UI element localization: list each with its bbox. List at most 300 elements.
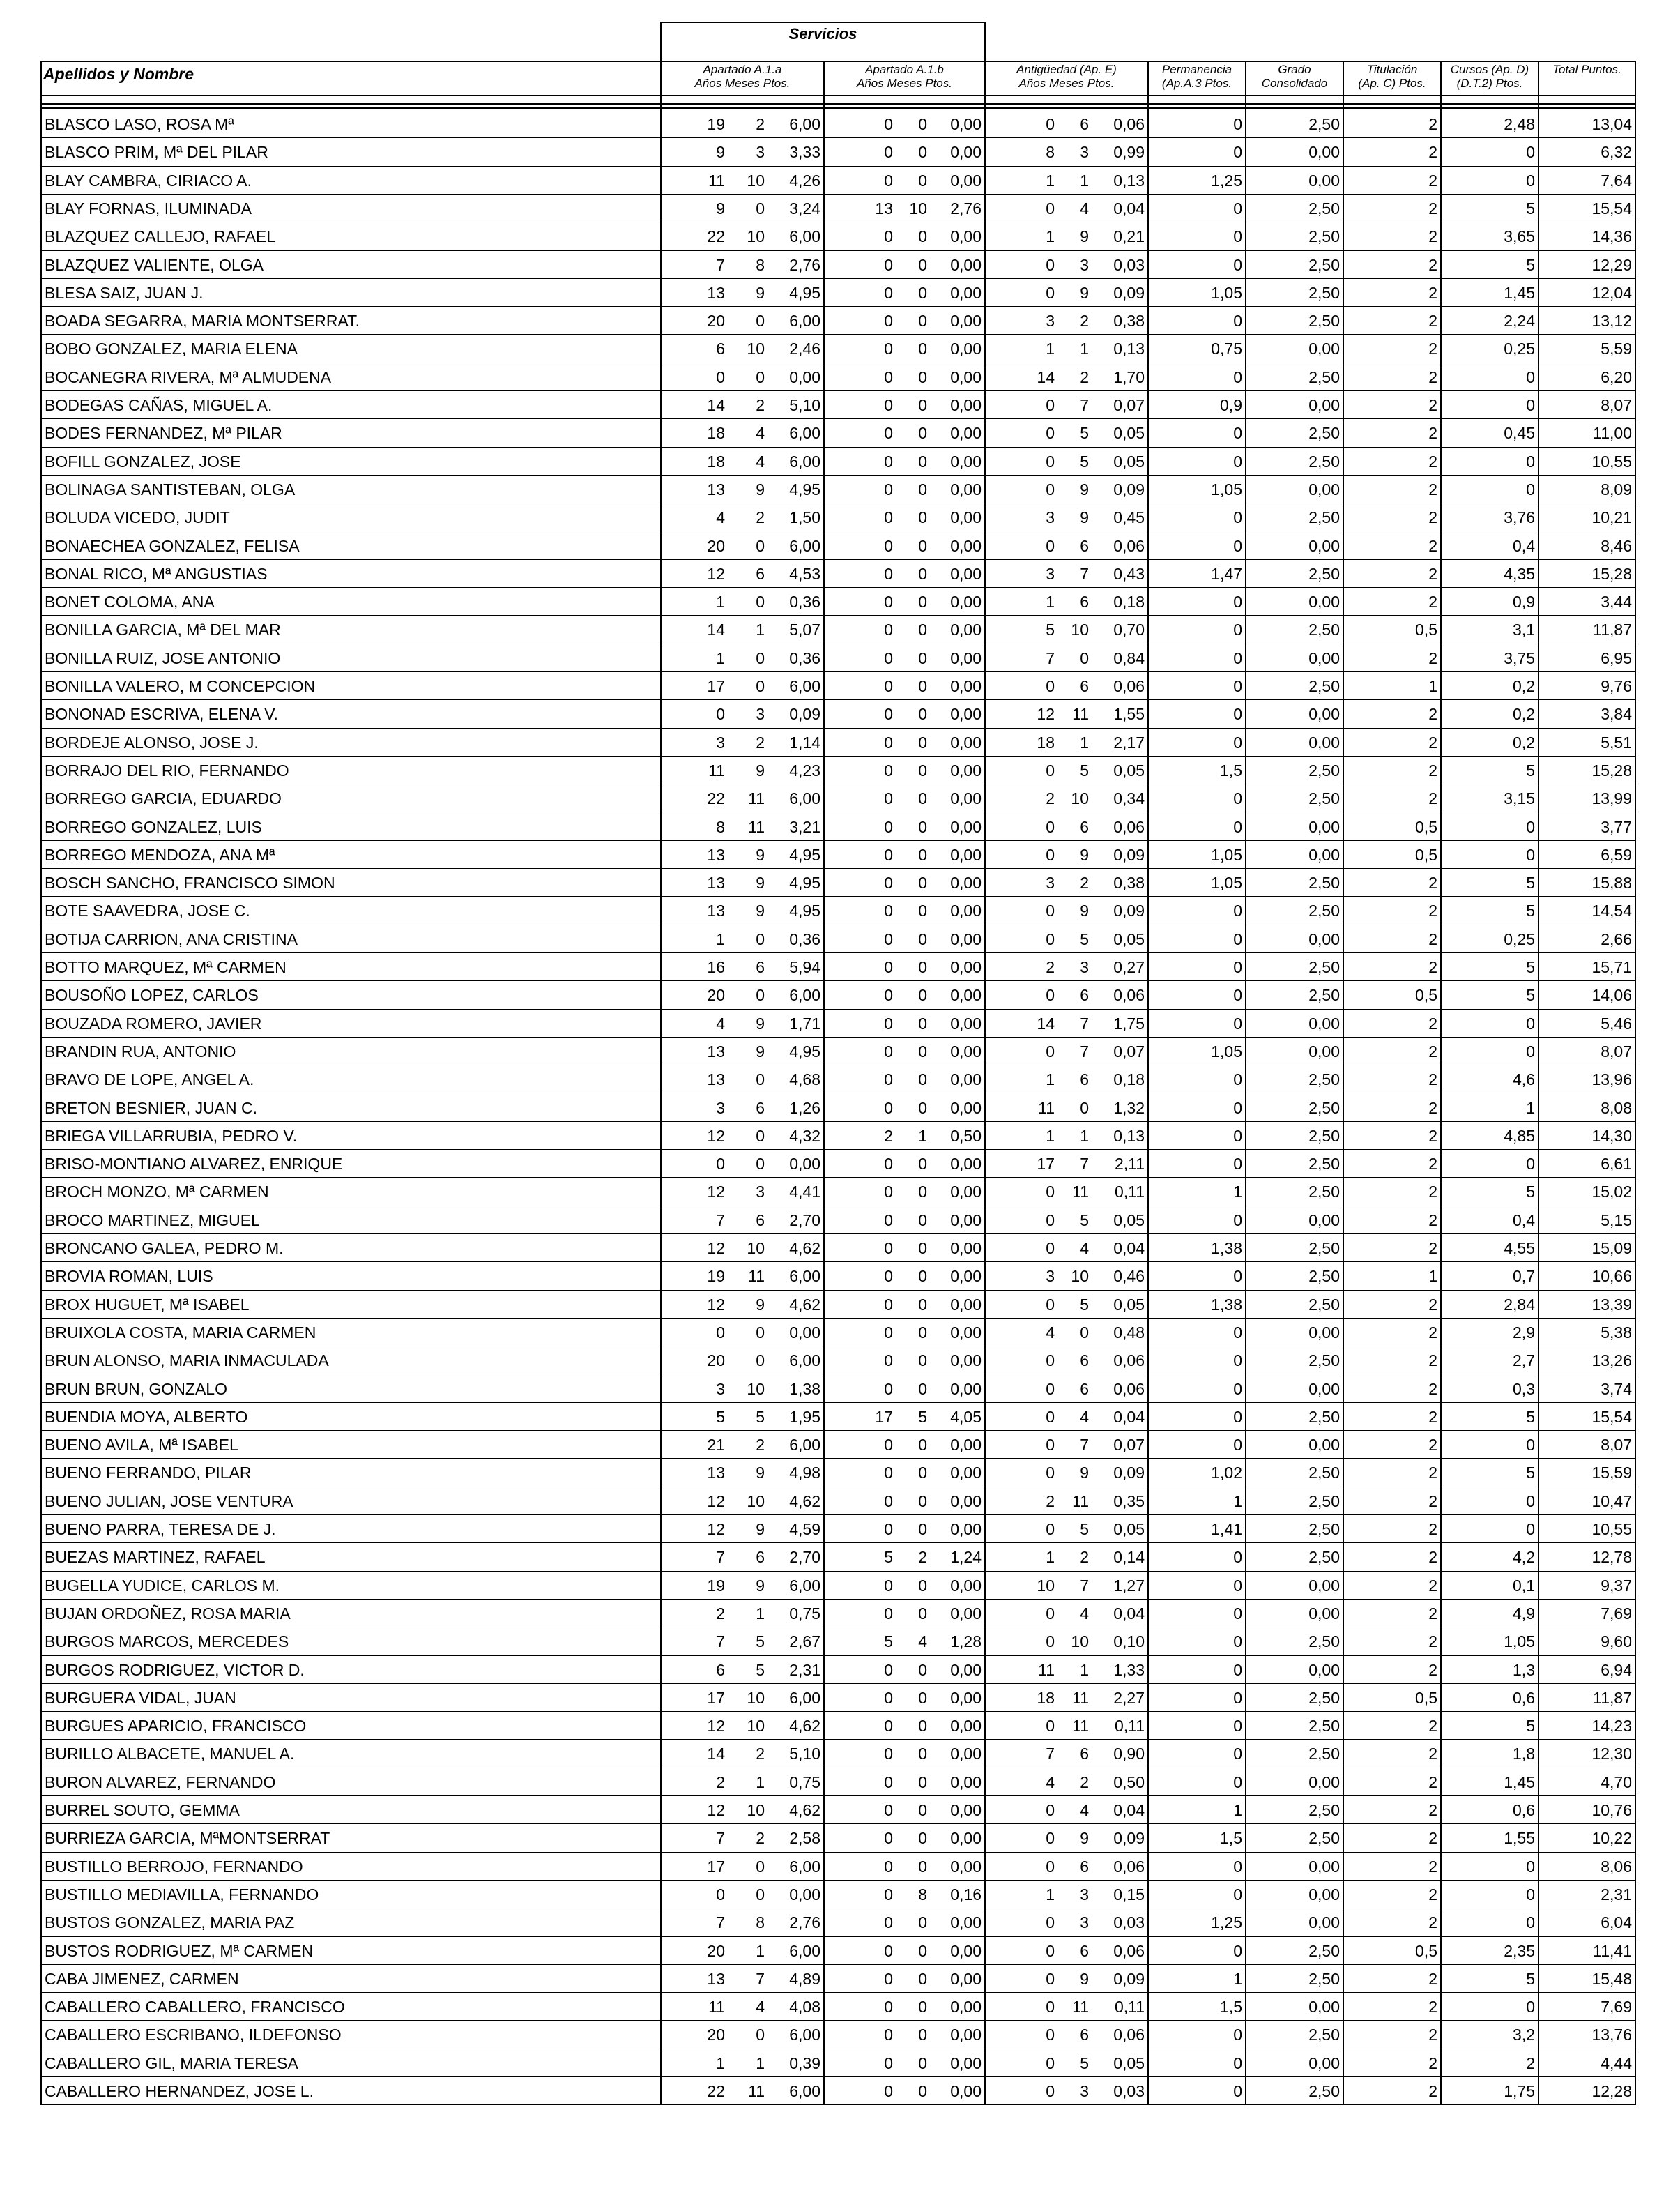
antiguedad-anos-cell: 0: [1046, 1407, 1055, 1426]
employee-name: BLAZQUEZ CALLEJO, RAFAEL: [45, 227, 276, 246]
a1a-meses-cell: 1: [756, 2053, 765, 2072]
a1a-ptos-cell: 6,00: [789, 115, 820, 133]
employee-name: BUSTILLO BERROJO, FERNANDO: [45, 1857, 303, 1876]
a1b-ptos-cell: 0,00: [950, 958, 982, 976]
servicios-box-top: [660, 22, 986, 23]
a1b-anos-cell: 0: [884, 1688, 893, 1707]
grado-consolidado-cell: 2,50: [1308, 621, 1340, 639]
a1b-anos-cell: 0: [884, 2053, 893, 2072]
permanencia-ptos-cell: 0: [1233, 986, 1242, 1005]
employee-name: BORREGO GONZALEZ, LUIS: [45, 817, 262, 836]
titulacion-ptos-cell: 1: [1428, 1267, 1437, 1286]
antiguedad-anos-cell: 0: [1046, 283, 1055, 302]
grado-consolidado-cell: 0,00: [1308, 1885, 1340, 1904]
a1b-meses-cell: 0: [918, 255, 927, 274]
permanencia-ptos-cell: 1,05: [1211, 480, 1242, 499]
a1a-anos-cell: 7: [716, 1632, 725, 1651]
cursos-ptos-cell: 0: [1526, 845, 1535, 864]
titulacion-ptos-cell: 2: [1428, 1210, 1437, 1229]
a1a-anos-cell: 22: [707, 227, 725, 246]
cursos-ptos-cell: 0: [1526, 171, 1535, 190]
cursos-ptos-cell: 0: [1526, 143, 1535, 162]
a1b-meses-cell: 0: [918, 929, 927, 948]
a1b-meses-cell: 0: [918, 2026, 927, 2044]
permanencia-ptos-cell: 1,05: [1211, 283, 1242, 302]
permanencia-ptos-cell: 0: [1233, 1155, 1242, 1174]
total-puntos-cell: 2,31: [1601, 1885, 1632, 1904]
a1a-meses-cell: 0: [756, 312, 765, 331]
total-puntos-cell: 13,26: [1591, 1351, 1632, 1370]
permanencia-ptos-cell: 0: [1233, 255, 1242, 274]
antiguedad-meses-cell: 7: [1080, 1014, 1089, 1033]
antiguedad-anos-cell: 1: [1046, 171, 1055, 190]
a1b-ptos-cell: 0,00: [950, 1183, 982, 1201]
employee-name: BUENO AVILA, Mª ISABEL: [45, 1436, 238, 1455]
grado-consolidado-cell: 0,00: [1308, 2053, 1340, 2072]
grado-consolidado-cell: 2,50: [1308, 1267, 1340, 1286]
grado-consolidado-cell: 2,50: [1308, 1239, 1340, 1257]
a1b-meses-cell: 0: [918, 648, 927, 667]
antiguedad-meses-cell: 9: [1080, 1464, 1089, 1482]
a1b-meses-cell: 0: [918, 1576, 927, 1595]
a1a-anos-cell: 7: [716, 1548, 725, 1567]
antiguedad-meses-cell: 1: [1080, 733, 1089, 752]
titulacion-ptos-cell: 2: [1428, 1098, 1437, 1117]
a1a-meses-cell: 10: [747, 1491, 765, 1510]
a1a-anos-cell: 18: [707, 452, 725, 471]
a1b-meses-cell: 0: [918, 1436, 927, 1455]
grado-consolidado-cell: 2,50: [1308, 874, 1340, 893]
antiguedad-ptos-cell: 2,27: [1113, 1688, 1145, 1707]
total-puntos-cell: 3,74: [1601, 1379, 1632, 1398]
servicios-header: Servicios: [788, 25, 857, 43]
a1b-anos-cell: 17: [875, 1407, 893, 1426]
antiguedad-meses-cell: 5: [1080, 1295, 1089, 1314]
row-rule: [40, 1936, 1636, 1937]
permanencia-ptos-cell: 1,38: [1211, 1295, 1242, 1314]
permanencia-ptos-cell: 0,75: [1211, 340, 1242, 358]
grado-consolidado-cell: 2,50: [1308, 199, 1340, 218]
permanencia-ptos-cell: 0: [1233, 705, 1242, 724]
antiguedad-anos-cell: 17: [1037, 1155, 1055, 1174]
employee-name: BRONCANO GALEA, PEDRO M.: [45, 1239, 284, 1257]
a1b-anos-cell: 0: [884, 1717, 893, 1736]
permanencia-ptos-cell: 0: [1233, 1323, 1242, 1342]
employee-name: BRUN ALONSO, MARIA INMACULADA: [45, 1351, 329, 1370]
antiguedad-ptos-cell: 0,04: [1113, 1604, 1145, 1623]
grado-consolidado-cell: 0,00: [1308, 929, 1340, 948]
a1a-meses-cell: 11: [748, 789, 765, 808]
antiguedad-anos-cell: 3: [1046, 1267, 1055, 1286]
antiguedad-meses-cell: 6: [1080, 1857, 1089, 1876]
antiguedad-anos-cell: 2: [1046, 958, 1055, 976]
row-rule: [40, 390, 1636, 391]
permanencia-ptos-cell: 1,25: [1211, 1913, 1242, 1932]
cursos-ptos-cell: 3,15: [1504, 789, 1535, 808]
a1b-ptos-cell: 0,00: [950, 1295, 982, 1314]
titulacion-ptos-cell: 2: [1428, 2053, 1437, 2072]
titulacion-ptos-cell: 2: [1428, 1407, 1437, 1426]
grado-consolidado-cell: 2,50: [1308, 1098, 1340, 1117]
total-puntos-cell: 15,88: [1591, 874, 1632, 893]
antiguedad-meses-cell: 6: [1080, 1379, 1089, 1398]
a1b-ptos-cell: 0,00: [950, 1998, 982, 2017]
titulacion-ptos-cell: 2: [1428, 1745, 1437, 1763]
permanencia-ptos-cell: 0: [1233, 1014, 1242, 1033]
antiguedad-anos-cell: 0: [1046, 845, 1055, 864]
a1b-meses-cell: 0: [918, 1464, 927, 1482]
antiguedad-meses-cell: 5: [1080, 424, 1089, 443]
row-rule: [40, 1514, 1636, 1515]
titulacion-ptos-cell: 2: [1428, 396, 1437, 414]
a1a-meses-cell: 9: [756, 283, 765, 302]
a1b-anos-cell: 0: [884, 845, 893, 864]
employee-name: BRETON BESNIER, JUAN C.: [45, 1098, 258, 1117]
a1b-anos-cell: 0: [884, 536, 893, 555]
antiguedad-meses-cell: 7: [1080, 564, 1089, 583]
a1a-ptos-cell: 5,07: [789, 621, 820, 639]
a1b-meses-cell: 0: [918, 1660, 927, 1679]
cursos-ptos-cell: 3,75: [1504, 648, 1535, 667]
a1b-ptos-cell: 0,00: [950, 1070, 982, 1089]
cursos-ptos-cell: 3,1: [1513, 621, 1535, 639]
a1a-meses-cell: 7: [756, 1969, 765, 1988]
a1a-anos-cell: 12: [707, 1491, 725, 1510]
a1a-ptos-cell: 2,76: [789, 1913, 820, 1932]
col-header-permanencia-line2: (Ap.A.3 Ptos.: [1161, 77, 1232, 90]
antiguedad-anos-cell: 0: [1046, 199, 1055, 218]
a1a-ptos-cell: 4,32: [789, 1126, 820, 1145]
a1a-anos-cell: 3: [716, 1098, 725, 1117]
a1b-ptos-cell: 2,76: [950, 199, 982, 218]
total-puntos-cell: 10,55: [1591, 1520, 1632, 1538]
antiguedad-ptos-cell: 1,75: [1113, 1014, 1145, 1033]
a1b-ptos-cell: 0,00: [950, 367, 982, 386]
a1a-anos-cell: 17: [707, 677, 725, 695]
grado-consolidado-cell: 0,00: [1308, 1857, 1340, 1876]
cursos-ptos-cell: 4,35: [1504, 564, 1535, 583]
permanencia-ptos-cell: 0: [1233, 367, 1242, 386]
a1b-anos-cell: 13: [875, 199, 893, 218]
total-puntos-cell: 5,46: [1601, 1014, 1632, 1033]
a1a-meses-cell: 2: [756, 1436, 765, 1455]
titulacion-ptos-cell: 2: [1428, 1520, 1437, 1538]
antiguedad-anos-cell: 0: [1046, 1969, 1055, 1988]
a1a-ptos-cell: 1,95: [789, 1407, 820, 1426]
cursos-ptos-cell: 0: [1526, 817, 1535, 836]
col-header-a1b-line2: Años Meses Ptos.: [856, 77, 952, 90]
permanencia-ptos-cell: 1,47: [1211, 564, 1242, 583]
a1b-anos-cell: 0: [884, 874, 893, 893]
antiguedad-meses-cell: 10: [1071, 789, 1089, 808]
antiguedad-anos-cell: 8: [1046, 143, 1055, 162]
cursos-ptos-cell: 0: [1526, 1014, 1535, 1033]
grado-consolidado-cell: 0,00: [1308, 1379, 1340, 1398]
col-header-permanencia: [1149, 63, 1245, 91]
antiguedad-ptos-cell: 0,07: [1113, 1436, 1145, 1455]
a1a-meses-cell: 9: [756, 480, 765, 499]
total-puntos-cell: 11,87: [1593, 1688, 1632, 1707]
a1a-ptos-cell: 4,95: [789, 874, 820, 893]
a1a-ptos-cell: 6,00: [789, 1267, 820, 1286]
a1b-anos-cell: 0: [884, 2082, 893, 2100]
cursos-ptos-cell: 5: [1526, 1464, 1535, 1482]
header-bottom-rule: [40, 95, 1635, 96]
titulacion-ptos-cell: 2: [1428, 874, 1437, 893]
permanencia-ptos-cell: 0: [1233, 2026, 1242, 2044]
grado-consolidado-cell: 0,00: [1308, 143, 1340, 162]
grado-consolidado-cell: 0,00: [1308, 536, 1340, 555]
titulacion-ptos-cell: 2: [1428, 1014, 1437, 1033]
a1a-ptos-cell: 4,62: [789, 1717, 820, 1736]
antiguedad-anos-cell: 1: [1046, 1885, 1055, 1904]
titulacion-ptos-cell: 0,5: [1415, 1941, 1437, 1960]
a1a-anos-cell: 14: [707, 1745, 725, 1763]
cursos-ptos-cell: 0: [1526, 1155, 1535, 1174]
col-header-titulacion: [1344, 63, 1440, 91]
a1b-anos-cell: 0: [884, 1857, 893, 1876]
antiguedad-ptos-cell: 0,13: [1113, 340, 1145, 358]
antiguedad-ptos-cell: 0,05: [1113, 1210, 1145, 1229]
a1a-anos-cell: 12: [707, 1295, 725, 1314]
a1b-meses-cell: 0: [918, 958, 927, 976]
permanencia-ptos-cell: 0: [1233, 958, 1242, 976]
a1a-meses-cell: 8: [756, 1913, 765, 1932]
antiguedad-ptos-cell: 0,13: [1113, 1126, 1145, 1145]
a1a-anos-cell: 7: [716, 1210, 725, 1229]
antiguedad-anos-cell: 0: [1046, 1379, 1055, 1398]
a1a-meses-cell: 10: [747, 1239, 765, 1257]
a1a-ptos-cell: 6,00: [789, 312, 820, 331]
a1a-anos-cell: 22: [707, 2082, 725, 2100]
antiguedad-anos-cell: 1: [1046, 593, 1055, 612]
titulacion-ptos-cell: 2: [1428, 1604, 1437, 1623]
antiguedad-meses-cell: 10: [1071, 621, 1089, 639]
titulacion-ptos-cell: 2: [1428, 1379, 1437, 1398]
row-rule: [40, 250, 1636, 251]
titulacion-ptos-cell: 2: [1428, 283, 1437, 302]
titulacion-ptos-cell: 2: [1428, 1070, 1437, 1089]
antiguedad-ptos-cell: 0,35: [1113, 1491, 1145, 1510]
a1a-meses-cell: 0: [756, 929, 765, 948]
a1b-meses-cell: 0: [918, 1829, 927, 1848]
a1a-anos-cell: 22: [707, 789, 725, 808]
a1b-anos-cell: 0: [884, 1576, 893, 1595]
employee-name: BURGUES APARICIO, FRANCISCO: [45, 1717, 307, 1736]
permanencia-ptos-cell: 0: [1233, 199, 1242, 218]
a1b-meses-cell: 0: [918, 367, 927, 386]
column-rule: [1147, 61, 1149, 2105]
antiguedad-ptos-cell: 0,90: [1113, 1745, 1145, 1763]
cursos-ptos-cell: 0: [1526, 480, 1535, 499]
antiguedad-meses-cell: 6: [1080, 2026, 1089, 2044]
antiguedad-anos-cell: 18: [1037, 733, 1055, 752]
a1b-ptos-cell: 1,28: [950, 1632, 982, 1651]
employee-name: BUJAN ORDOÑEZ, ROSA MARIA: [45, 1604, 291, 1623]
grado-consolidado-cell: 0,00: [1308, 1014, 1340, 1033]
a1b-anos-cell: 0: [884, 1155, 893, 1174]
grado-consolidado-cell: 2,50: [1308, 1491, 1340, 1510]
a1b-anos-cell: 0: [884, 564, 893, 583]
antiguedad-anos-cell: 0: [1046, 1436, 1055, 1455]
row-rule: [40, 1795, 1636, 1796]
antiguedad-meses-cell: 5: [1080, 761, 1089, 780]
a1a-meses-cell: 2: [756, 1745, 765, 1763]
employee-name: BODEGAS CAÑAS, MIGUEL A.: [45, 396, 273, 414]
cursos-ptos-cell: 5: [1526, 902, 1535, 920]
total-puntos-cell: 11,87: [1593, 621, 1632, 639]
a1a-meses-cell: 10: [747, 1688, 765, 1707]
employee-name: BONILLA VALERO, M CONCEPCION: [45, 677, 316, 695]
a1a-meses-cell: 0: [756, 593, 765, 612]
antiguedad-anos-cell: 0: [1046, 1998, 1055, 2017]
antiguedad-anos-cell: 2: [1046, 789, 1055, 808]
a1a-meses-cell: 6: [756, 1210, 765, 1229]
grado-consolidado-cell: 0,00: [1308, 171, 1340, 190]
total-puntos-cell: 8,08: [1601, 1098, 1632, 1117]
titulacion-ptos-cell: 2: [1428, 593, 1437, 612]
a1a-meses-cell: 2: [756, 115, 765, 133]
antiguedad-anos-cell: 0: [1046, 1801, 1055, 1819]
a1b-meses-cell: 0: [918, 1014, 927, 1033]
antiguedad-ptos-cell: 0,09: [1113, 1829, 1145, 1848]
a1b-ptos-cell: 0,00: [950, 1042, 982, 1061]
a1b-ptos-cell: 0,00: [950, 480, 982, 499]
antiguedad-ptos-cell: 0,09: [1113, 480, 1145, 499]
a1a-anos-cell: 3: [716, 733, 725, 752]
employee-name: BONAL RICO, Mª ANGUSTIAS: [45, 564, 268, 583]
cursos-ptos-cell: 5: [1526, 1183, 1535, 1201]
permanencia-ptos-cell: 0: [1233, 648, 1242, 667]
employee-name: BLAY FORNAS, ILUMINADA: [45, 199, 252, 218]
row-rule: [40, 1571, 1636, 1572]
column-rule: [1343, 61, 1344, 2105]
permanencia-ptos-cell: 0: [1233, 424, 1242, 443]
antiguedad-ptos-cell: 0,05: [1113, 1295, 1145, 1314]
a1b-meses-cell: 0: [918, 845, 927, 864]
antiguedad-meses-cell: 9: [1080, 845, 1089, 864]
a1b-ptos-cell: 0,00: [950, 929, 982, 948]
a1b-anos-cell: 0: [884, 1885, 893, 1904]
antiguedad-meses-cell: 6: [1080, 986, 1089, 1005]
antiguedad-meses-cell: 4: [1080, 1604, 1089, 1623]
a1a-meses-cell: 11: [748, 1267, 765, 1286]
cursos-ptos-cell: 0: [1526, 1913, 1535, 1932]
row-rule: [40, 306, 1636, 307]
antiguedad-meses-cell: 11: [1072, 1717, 1089, 1736]
total-puntos-cell: 2,66: [1601, 929, 1632, 948]
a1b-ptos-cell: 0,00: [950, 986, 982, 1005]
a1a-anos-cell: 13: [707, 480, 725, 499]
a1b-anos-cell: 5: [884, 1632, 893, 1651]
antiguedad-anos-cell: 3: [1046, 874, 1055, 893]
a1b-ptos-cell: 0,00: [950, 564, 982, 583]
a1a-ptos-cell: 6,00: [789, 1688, 820, 1707]
a1b-meses-cell: 0: [918, 593, 927, 612]
employee-name: BRISO-MONTIANO ALVAREZ, ENRIQUE: [45, 1155, 343, 1174]
antiguedad-meses-cell: 0: [1080, 1323, 1089, 1342]
antiguedad-ptos-cell: 0,11: [1114, 1183, 1145, 1201]
employee-name: BONET COLOMA, ANA: [45, 593, 215, 612]
grado-consolidado-cell: 2,50: [1308, 1632, 1340, 1651]
antiguedad-ptos-cell: 0,07: [1113, 396, 1145, 414]
antiguedad-anos-cell: 0: [1046, 115, 1055, 133]
cursos-ptos-cell: 2,24: [1504, 312, 1535, 331]
permanencia-ptos-cell: 0: [1233, 929, 1242, 948]
antiguedad-ptos-cell: 0,04: [1113, 199, 1145, 218]
a1b-anos-cell: 2: [884, 1126, 893, 1145]
titulacion-ptos-cell: 2: [1428, 2026, 1437, 2044]
a1b-ptos-cell: 0,00: [950, 1772, 982, 1791]
a1b-ptos-cell: 0,00: [950, 902, 982, 920]
antiguedad-meses-cell: 6: [1080, 1941, 1089, 1960]
a1b-anos-cell: 0: [884, 115, 893, 133]
antiguedad-meses-cell: 3: [1080, 1885, 1089, 1904]
a1a-anos-cell: 7: [716, 1913, 725, 1932]
a1a-ptos-cell: 4,98: [789, 1464, 820, 1482]
a1b-anos-cell: 0: [884, 171, 893, 190]
a1b-anos-cell: 0: [884, 705, 893, 724]
cursos-ptos-cell: 4,2: [1513, 1548, 1535, 1567]
a1a-anos-cell: 12: [707, 1126, 725, 1145]
a1a-anos-cell: 20: [707, 986, 725, 1005]
antiguedad-anos-cell: 0: [1046, 2026, 1055, 2044]
a1b-ptos-cell: 0,00: [950, 312, 982, 331]
antiguedad-meses-cell: 3: [1080, 958, 1089, 976]
a1b-meses-cell: 0: [918, 1857, 927, 1876]
antiguedad-anos-cell: 10: [1037, 1576, 1055, 1595]
a1b-anos-cell: 0: [884, 1070, 893, 1089]
a1b-anos-cell: 0: [884, 452, 893, 471]
a1a-ptos-cell: 4,95: [789, 1042, 820, 1061]
grado-consolidado-cell: 2,50: [1308, 564, 1340, 583]
a1b-meses-cell: 0: [918, 1717, 927, 1736]
antiguedad-ptos-cell: 0,06: [1113, 817, 1145, 836]
cursos-ptos-cell: 1,55: [1504, 1829, 1535, 1848]
employee-name: BRAVO DE LOPE, ANGEL A.: [45, 1070, 254, 1089]
a1b-anos-cell: 0: [884, 312, 893, 331]
permanencia-ptos-cell: 0: [1233, 312, 1242, 331]
antiguedad-ptos-cell: 2,17: [1113, 733, 1145, 752]
total-puntos-cell: 13,96: [1591, 1070, 1632, 1089]
a1b-anos-cell: 0: [884, 958, 893, 976]
total-puntos-cell: 14,06: [1591, 986, 1632, 1005]
a1a-anos-cell: 12: [707, 564, 725, 583]
employee-name: BOTTO MARQUEZ, Mª CARMEN: [45, 958, 287, 976]
a1a-meses-cell: 3: [756, 1183, 765, 1201]
antiguedad-ptos-cell: 0,05: [1113, 1520, 1145, 1538]
a1b-meses-cell: 0: [918, 480, 927, 499]
permanencia-ptos-cell: 0: [1233, 2082, 1242, 2100]
antiguedad-meses-cell: 11: [1072, 1183, 1089, 1201]
col-header-a1a-line2: Años Meses Ptos.: [694, 77, 791, 90]
a1a-meses-cell: 2: [756, 733, 765, 752]
a1b-anos-cell: 0: [884, 1239, 893, 1257]
cursos-ptos-cell: 0,9: [1513, 593, 1535, 612]
permanencia-ptos-cell: 0: [1233, 1604, 1242, 1623]
a1b-ptos-cell: 0,00: [950, 396, 982, 414]
total-puntos-cell: 15,09: [1591, 1239, 1632, 1257]
total-puntos-cell: 15,54: [1591, 1407, 1632, 1426]
a1a-ptos-cell: 1,38: [789, 1379, 820, 1398]
a1b-anos-cell: 0: [884, 593, 893, 612]
titulacion-ptos-cell: 2: [1428, 536, 1437, 555]
titulacion-ptos-cell: 2: [1428, 452, 1437, 471]
a1b-anos-cell: 0: [884, 2026, 893, 2044]
a1b-meses-cell: 0: [918, 874, 927, 893]
a1a-ptos-cell: 0,00: [789, 1885, 820, 1904]
a1a-ptos-cell: 4,26: [789, 171, 820, 190]
